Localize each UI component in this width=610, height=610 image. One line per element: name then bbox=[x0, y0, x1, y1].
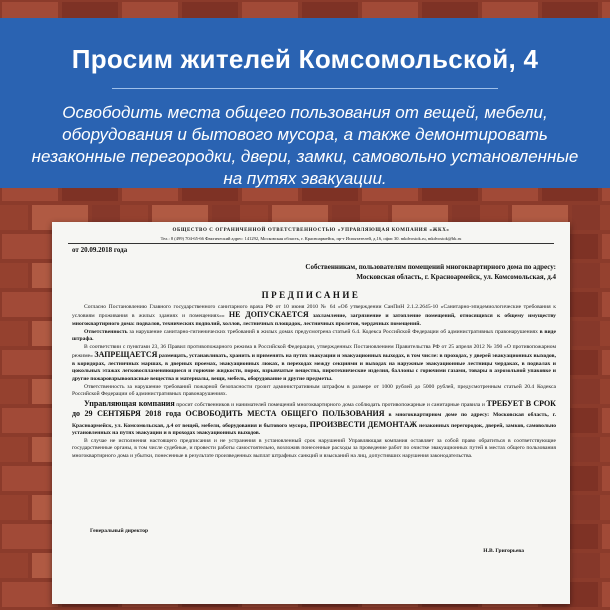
emphasis-dismantle: ПРОИЗВЕСТИ ДЕМОНТАЖ bbox=[309, 419, 418, 429]
banner-subtitle: Освободить места общего пользования от вещей, мебели, оборудования и бытового мусора, а также демонтировать незаконные перегородки, двери, замки, самовольно установленные на путях эвакуации. bbox=[31, 103, 579, 188]
text-fragment: просит собственников и нанимателей помещений многоквартирного дома соблюдать противопожарные и санитарные правила и bbox=[176, 401, 485, 408]
emphasis-prohibited: ЗАПРЕЩАЕТСЯ bbox=[94, 350, 158, 360]
document-header: ОБЩЕСТВО С ОГРАНИЧЕННОЙ ОТВЕТСТВЕННОСТЬЮ «УПРАВЛЯЮЩАЯ КОМПАНИЯ «ЖКХ» bbox=[172, 228, 450, 233]
emphasis-not-allowed: НЕ ДОПУСКАЕТСЯ bbox=[228, 310, 309, 320]
text-fragment: Согласно Постановлению Главного государственного санитарного врача РФ от 10 июня 2010 № 64 «Об утверждении СанПиН 2.1.2.2645-10 «Санитарно-эпидемиологические требования к условиям проживания в жилых зданиях и помещениях»» bbox=[72, 304, 556, 320]
document-body bbox=[72, 304, 556, 461]
text-fragment: в виде штрафа. bbox=[72, 328, 556, 343]
text-fragment: Управляющая компания bbox=[84, 398, 175, 408]
text-fragment: за нарушение санитарно-гигиенических требований в жилых домах предусмотрена статьей 6.4. Кодекса Российской Федерации об административных правонарушениях bbox=[129, 328, 538, 335]
paragraph-responsibility bbox=[72, 329, 556, 344]
text-fragment: в многоквартирном доме по адресу: Московская область, г. Красноармейск, ул. Комсомольская, д.4 от вещей, мебели, оборудования и бытового мусора, bbox=[72, 412, 556, 429]
document-addressee: Собственникам, пользователям помещений многоквартирного дома по адресу: Московская область, г. Красноармейск, ул. Комсомольская, д.4 bbox=[305, 263, 556, 281]
text-fragment: размещать, устанавливать, хранить и применять на путях эвакуации и эвакуационных выходах, в том числе: в проходах, у дверей эвакуационных выходов, в коридорах, лестничных маршах, в дверных проемах, эвакуационных люках, в переходах между секциями и выходах на наружные эвакуационные лестницы чердаках, в подвалах и цокольных этажах легковоспламеняющиеся и горючие жидкости, порох, взрывчатые вещества, пиротехнические изделия, баллоны с горючими газами, товары в аэрозольной упаковке и другие пожаровзрывоопасные вещества и материалы, вещи, мебель, оборудование и другие предметы. bbox=[72, 353, 556, 382]
notice-document bbox=[52, 222, 570, 604]
text-fragment: Ответственность bbox=[84, 328, 128, 335]
banner-title: Просим жителей Комсомольской, 4 bbox=[71, 44, 539, 74]
paragraph-sanpin bbox=[72, 304, 556, 328]
text-fragment: незаконных перегородок, дверей, замков, самовольно установленных на путях эвакуации и в проходах эвакуационных выходов. bbox=[72, 422, 556, 437]
document-heading: ПРЕДПИСАНИЕ bbox=[261, 290, 361, 300]
paragraph-requirement bbox=[72, 399, 556, 438]
paragraph-fire-rules bbox=[72, 344, 556, 383]
banner-divider bbox=[112, 88, 498, 89]
notice-banner bbox=[0, 18, 610, 188]
signer-name: Н.В. Григорьева bbox=[483, 548, 524, 554]
signer-title: Генеральный директор bbox=[90, 528, 149, 534]
text-fragment: В соответствии с пунктами 23, 36 Правил противопожарного режима в Российской Федерации, утвержденных Постановлением Правительства РФ от 25 апреля 2012 № 390 «О противопожарном режиме» bbox=[72, 344, 556, 360]
text-fragment: захламление, загрязнение и затопление помещений, относящихся к общему имуществу многоквартирного дома: подвалов, технических подполий, холлов, лестничных площадок, лестничных пролетов, чердачных помещений. bbox=[72, 313, 556, 327]
document-contacts: Тел.: 8 (499) 704-65-66 Фактический адрес: 141292, Московская область, г. Красноармейск, пр-т Испытателей, д.16, офис 30. mkdvostok.ru, mkdvostok@bk.ru bbox=[68, 236, 554, 244]
paragraph-fine: Ответственность за нарушение требований пожарной безопасности грозит административным штрафом в размере от 1000 рублей до 5000 рублей, предусмотренным статьей 20.4 Кодекса Российской Федерации об административных правонарушениях. bbox=[72, 383, 556, 397]
document-date: от 20.09.2018 года bbox=[72, 246, 128, 254]
emphasis-deadline: ТРЕБУЕТ В СРОК до 29 СЕНТЯБРЯ 2018 года ОСВОБОДИТЬ МЕСТА ОБЩЕГО ПОЛЬЗОВАНИЯ bbox=[72, 398, 556, 419]
paragraph-consequences: В случае не исполнения настоящего предписания и не устранения в установленный срок нарушений Управляющая компания оставляет за собой право обратиться в соответствующие государственные органы, в том числе судебные, и провести работы самостоятельно, возложив понесенные расходы за проведение работ по очистке эвакуационных путей в местах общего пользования многоквартирного дома и убытки, понесенные в результате произведенных выплат штрафных санкций и взысканий на лиц, допустивших нарушения законодательства. bbox=[72, 438, 556, 459]
